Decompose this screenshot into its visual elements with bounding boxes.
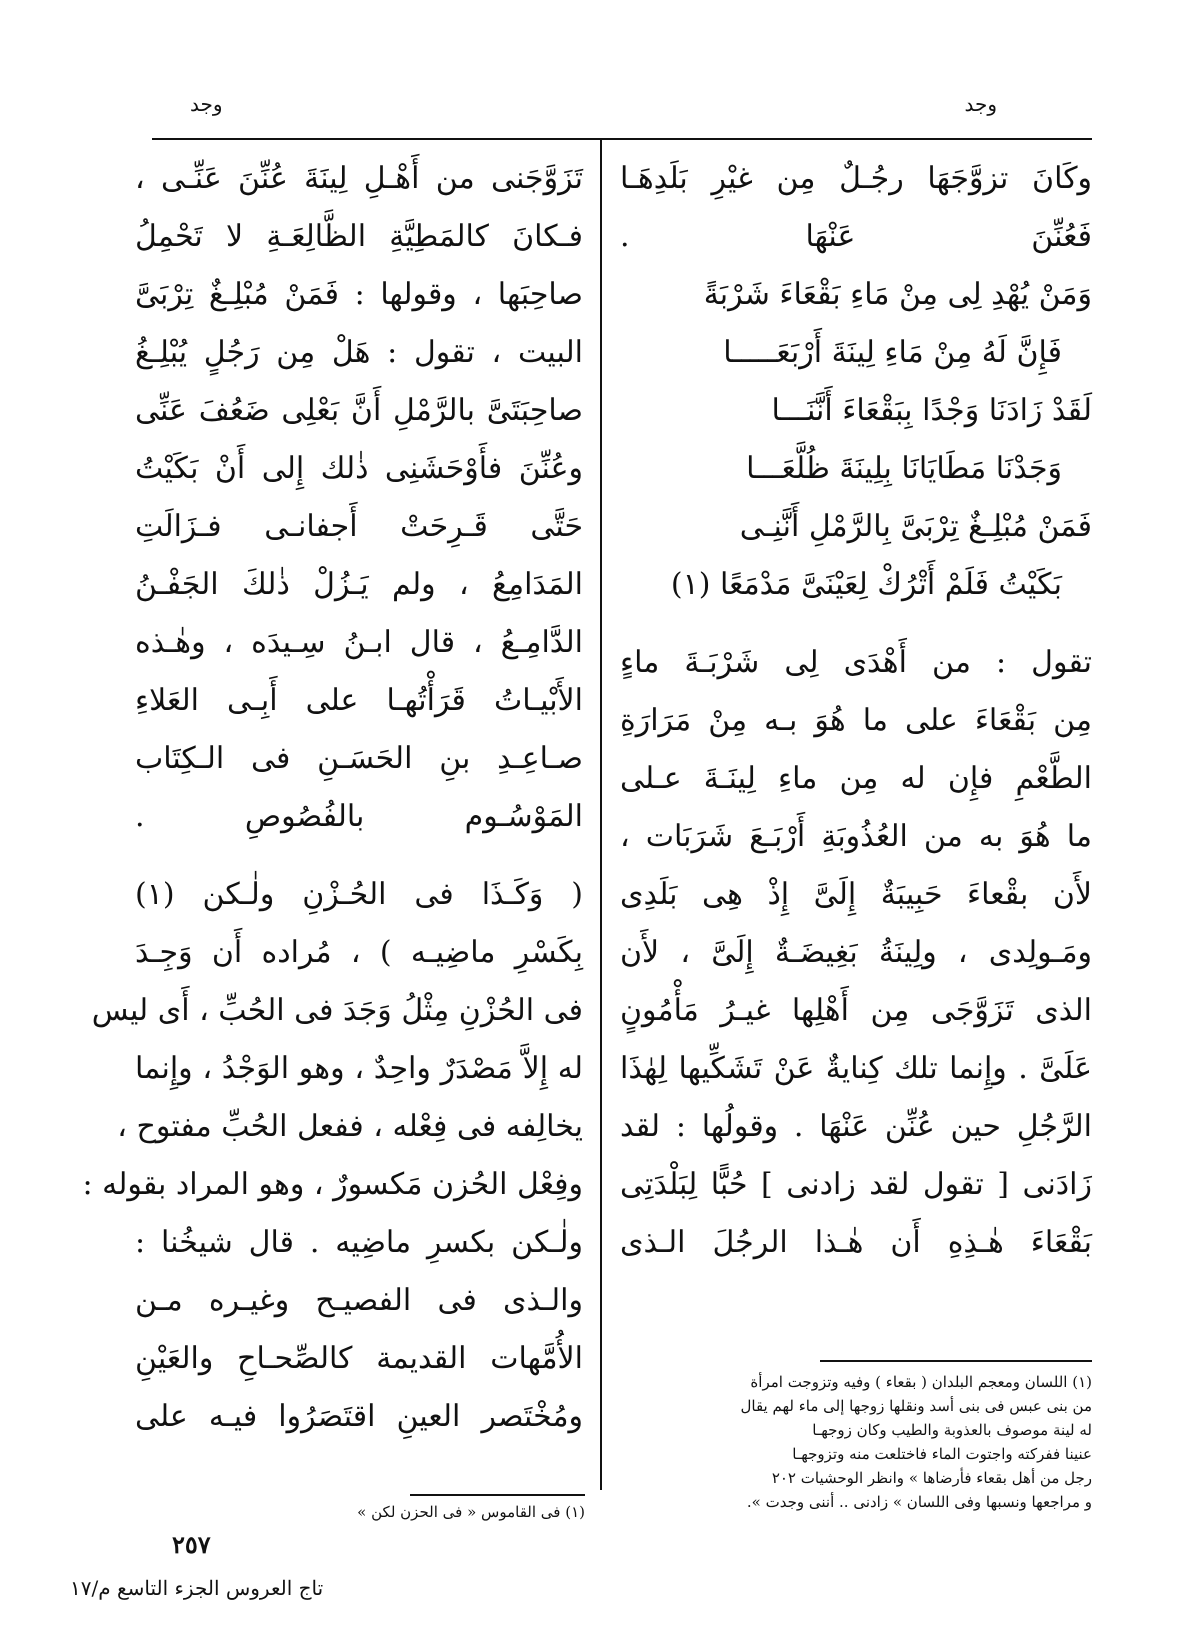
verse-line: فَمَنْ مُبْلِـغٌ تِرْبَىَّ بِالرَّمْلِ أَنَّنِـى — [739, 509, 1092, 544]
footnotes-right — [620, 1370, 1092, 1514]
footnote-line: و مراجعها ونسبها وفى اللسان » زادنى .. أننى وجدت ». — [746, 1493, 1092, 1511]
text-line: المَدَامِعُ ، ولم يَـزُلْ ذٰلكَ الجَفْـنُ — [135, 567, 583, 602]
left-column — [82, 150, 583, 1446]
header-rule — [152, 138, 1092, 140]
text-line: بَقْعَاءَ هٰـذِهِ أَن هٰـذا الرجُلَ الـذى — [620, 1225, 1092, 1260]
book-title-footer: تاج العروس الجزء التاسع م/١٧ — [70, 1576, 324, 1600]
text-line: له إِلاَّ مَصْدَرٌ واحِدٌ ، وهو الوَجْدُ ، وإِنما — [135, 1051, 583, 1086]
text-line: ومَـولِدى ، ولِينَةُ بَغِيضَـةٌ إِلَىَّ ، لأَن — [620, 935, 1092, 970]
verse-line: فَإِنَّ لَهُ مِنْ مَاءِ لِينَةَ أَرْبَعَـــــا — [723, 335, 1062, 370]
text-line: مِن بَقْعَاءَ على ما هُوَ بـه مِنْ مَرَارَةِ — [620, 703, 1092, 738]
text-line: الأَبْيـاتُ قَرَأْتُهـا على أَبِـى العَلاءِ — [135, 683, 583, 718]
text-line: الدَّامِـعُ ، قال ابـنُ سِـيدَه ، وهٰـذه — [135, 625, 583, 660]
footnote-line: من بنى عبس فى بنى أسد ونقلها زوجها إلى ماء لهم يقال — [740, 1397, 1092, 1415]
text-line: عَلَىَّ . وإِنما تلك كِنايةٌ عَنْ تَشَكِّيها لِهٰذَا — [620, 1051, 1092, 1086]
footnote-rule-right — [820, 1360, 1092, 1362]
text-line: حَتَّى قَـرِحَتْ أَجفانـى فـزَالَتِ — [135, 509, 583, 544]
paragraph-gap — [620, 614, 1092, 634]
footnote-line: له لينة موصوف بالعذوبة والطيب وكان زوجهـا — [812, 1421, 1092, 1439]
text-line: بِكَسْرِ ماضِيـه ) ، مُراده أَن وَجِـدَ — [135, 935, 583, 970]
text-line: وفِعْل الحُزن مَكسورٌ ، وهو المراد بقوله : — [82, 1167, 583, 1202]
footnote-line: رجل من أهل بقعاء فأرضاها » وانظر الوحشيات ٢٠٢ — [771, 1469, 1092, 1487]
text-line: زَادَنى [ تقول لقد زادنى ] حُبًّا لِبَلْدَتِى — [620, 1167, 1092, 1202]
text-line: وكَانَ تزوَّجَهَا رجُـلٌ مِن غيْرِ بَلَدِهَـا — [620, 161, 1092, 196]
text-line: فـكانَ كالمَطِيَّةِ الظَّالِعَـةِ لا تَحْمِلُ — [135, 219, 583, 254]
verse-line: لَقَدْ زَادَنَا وَجْدًا بِبَقْعَاءَ أَنَّنَـــا — [771, 393, 1092, 428]
text-line: المَوْسُـوم بالفُصُوصِ . — [135, 799, 583, 834]
text-line: يخالِفه فى فِعْله ، ففعل الحُبِّ مفتوح ، — [117, 1109, 583, 1144]
text-line: ما هُوَ به من العُذُوبَةِ أَرْبَـعَ شَرَبَات ، — [620, 819, 1092, 854]
verse-line: بَكَيْتُ فَلَمْ أَتْرُكْ لِعَيْنَىَّ مَدْمَعًا (١) — [670, 567, 1062, 602]
verse-line: وَجَدْنَا مَطَايَانَا بِلِينَةَ ظُلَّعَـــا — [746, 451, 1062, 486]
text-line: البيت ، تقول : هَلْ مِن رَجُلٍ يُبْلِـغُ — [135, 335, 583, 370]
text-line: ولٰـكن بكسرِ ماضِيه . قال شيخُنا : — [135, 1225, 583, 1260]
footnote-line: (١) اللسان ومعجم البلدان ( بقعاء ) وفيه وتزوجت امرأة — [750, 1373, 1092, 1391]
text-line: والـذى فى الفصيـح وغيـره مـن — [135, 1283, 583, 1318]
text-line: الذى تَزَوَّجَى مِن أَهْلِها غيـرُ مَأْمُونٍ — [620, 993, 1092, 1028]
text-line: لأَن بقْعاءَ حَبِيبَةٌ إِلَىَّ إِذْ هِى بَلَدِى — [620, 877, 1092, 912]
text-line: ( وَكَـذَا فى الحُـزْنِ ولٰـكن (١) — [135, 877, 583, 912]
text-line: صـاعِـدِ بنِ الحَسَـنِ فى الـكِتَاب — [135, 741, 583, 776]
text-line: فى الحُزْنِ مِثْلُ وَجَدَ فى الحُبِّ ، أَى ليس — [91, 993, 583, 1028]
text-line: الرَّجُلِ حين عُنِّن عَنْهَا . وقولُها : لقد — [620, 1109, 1092, 1144]
footnotes-left — [270, 1500, 585, 1524]
right-column — [620, 150, 1092, 1272]
text-line: ومُخْتَصر العينِ اقتَصَرُوا فيـه على — [135, 1399, 583, 1434]
footnote-line: عنينا ففركته واجتوت الماء فاختلعت منه وتزوجهـا — [792, 1445, 1092, 1463]
paragraph-gap — [135, 846, 583, 866]
running-header-left: وجد — [190, 92, 223, 116]
text-line: فَعُنِّنَ عَنْهَا . — [620, 219, 1092, 254]
text-line: وعُنِّنَ فأَوْحَشَنِى ذٰلك إِلى أَنْ بَكَيْتُ — [135, 451, 583, 486]
text-line: الطَّعْمِ فإِن له مِن ماءِ لِينَـةَ عـلى — [620, 761, 1092, 796]
footnote-rule-left — [410, 1494, 585, 1496]
text-line: تقول : من أَهْدَى لِى شَرْبَـةَ ماءٍ — [620, 645, 1092, 680]
verse-line: وَمَنْ يُهْدِ لِى مِنْ مَاءِ بَقْعَاءَ شَرْبَةً — [703, 277, 1092, 312]
text-line: الأُمَّهات القديمة كالصِّحـاحِ والعَيْنِ — [135, 1341, 583, 1376]
running-header-right: وجد — [964, 92, 997, 116]
text-line: تَزَوَّجَنى من أَهْـلِ لِينَةَ عُنِّنَ عَنِّـى ، — [135, 161, 583, 196]
page-number: ٢٥٧ — [172, 1530, 211, 1559]
footnote-line: (١) فى القاموس « فى الحزن لكن » — [357, 1503, 585, 1521]
column-divider — [600, 140, 602, 1490]
text-line: صاحِبَها ، وقولها : فَمَنْ مُبْلِـغٌ تِرْبَىَّ — [135, 277, 583, 312]
text-line: صاحِبَتَىَّ بالرَّمْلِ أَنَّ بَعْلِى ضَعُفَ عَنِّى — [135, 393, 583, 428]
